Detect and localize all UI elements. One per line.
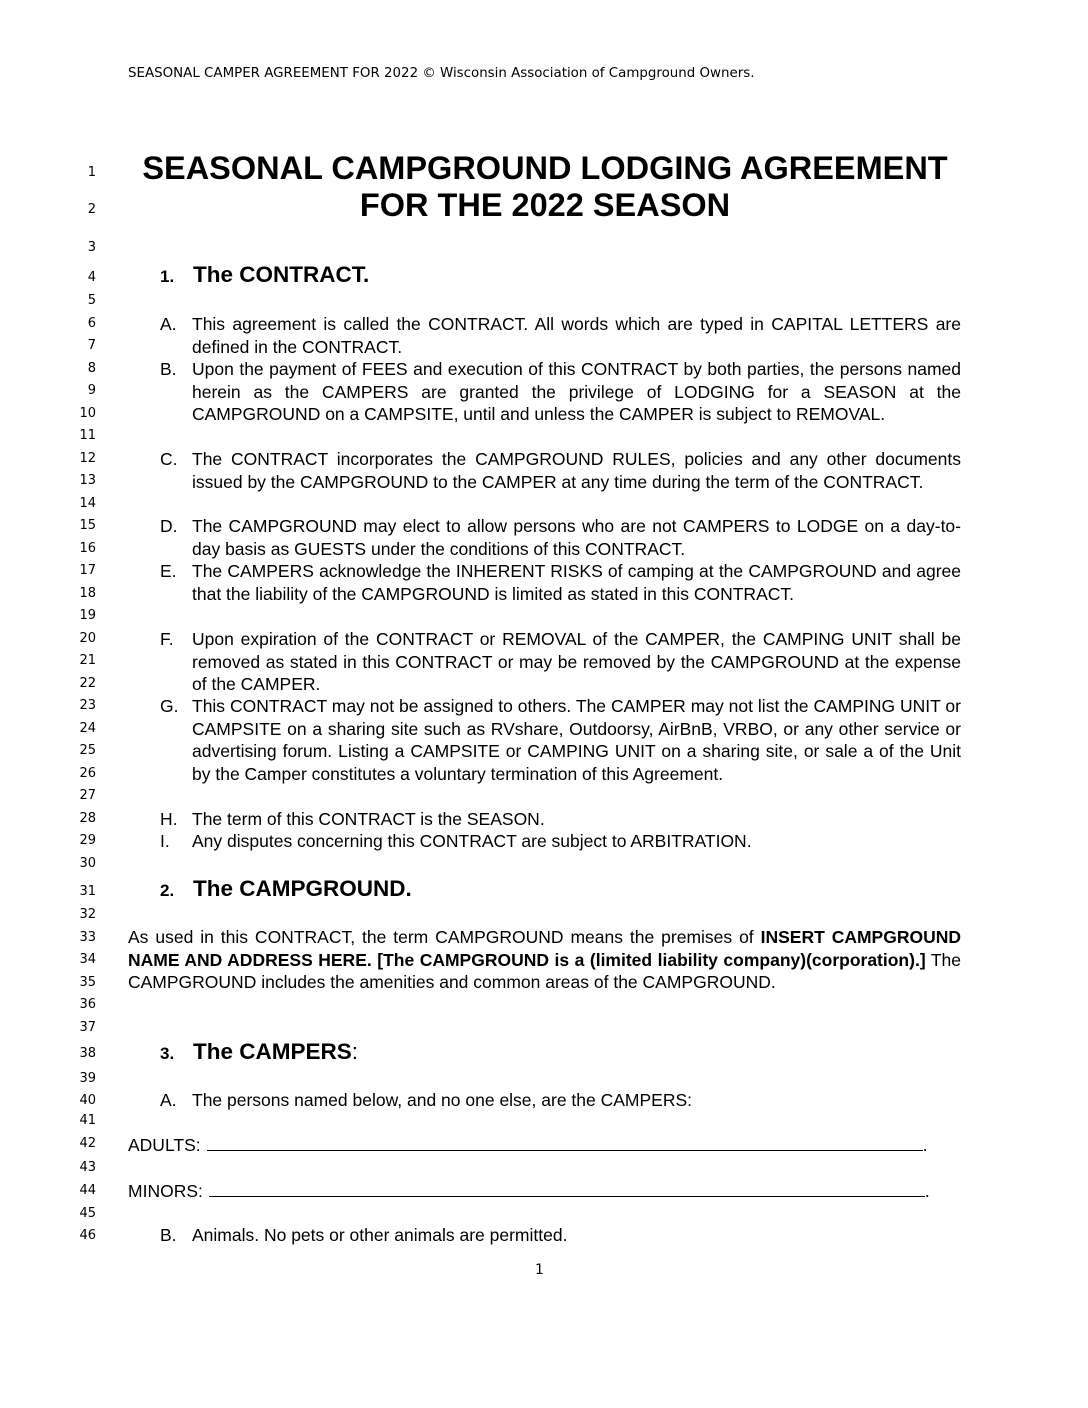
campground-placeholder: INSERT CAMPGROUND NAME AND ADDRESS HERE. [The CAMPGROUND is a (limited liability company)(corporation).] [128, 927, 961, 970]
line-number: 21 [79, 653, 96, 668]
line-number: 40 [79, 1093, 96, 1108]
line-number: 4 [87, 270, 96, 285]
document-title: SEASONAL CAMPGROUND LODGING AGREEMENT [142, 150, 948, 186]
line-number: 9 [87, 383, 96, 398]
item-letter: B. [160, 1225, 177, 1245]
line-number: 31 [79, 884, 96, 899]
section-title: The CONTRACT. [193, 262, 370, 287]
section-number: 1. [160, 267, 175, 286]
line-number: 29 [79, 833, 96, 848]
section-number: 3. [160, 1044, 175, 1063]
item-letter: I. [160, 831, 170, 851]
minors-label: MINORS: [128, 1181, 203, 1201]
item-text: The persons named below, and no one else, are the CAMPERS: [192, 1090, 693, 1110]
line-number: 3 [87, 240, 96, 255]
campground-paragraph [128, 926, 961, 994]
line-number: 38 [79, 1046, 96, 1061]
paragraph-rest: The CAMPGROUND includes the amenities and common areas of the CAMPGROUND. [128, 949, 962, 992]
line-number: 42 [79, 1136, 96, 1151]
item-letter: B. [160, 359, 177, 379]
item-text: The CAMPGROUND may elect to allow persons who are not CAMPERS to LODGE on a day-to-day basis as GUESTS under the conditions of this CONTRACT. [192, 516, 961, 559]
line-number: 33 [79, 930, 96, 945]
section-heading-contract [160, 261, 369, 291]
line-number: 43 [79, 1160, 96, 1175]
line-number: 8 [87, 361, 96, 376]
line-number: 2 [87, 202, 96, 217]
item-text: The CAMPERS acknowledge the INHERENT RISKS of camping at the CAMPGROUND and agree that the liability of the CAMPGROUND is limited as stated in this CONTRACT. [192, 561, 961, 604]
document-subtitle: FOR THE 2022 SEASON [359, 187, 731, 223]
line-number: 16 [79, 541, 96, 556]
line-number: 36 [79, 997, 96, 1012]
running-header: SEASONAL CAMPER AGREEMENT FOR 2022 © Wisconsin Association of Campground Owners. [128, 66, 755, 81]
line-number: 44 [79, 1183, 96, 1198]
page-number: 1 [535, 1262, 544, 1278]
item-letter: A. [160, 314, 177, 334]
line-number: 6 [87, 316, 96, 331]
line-number: 14 [79, 496, 96, 511]
line-number: 27 [79, 788, 96, 803]
line-number: 22 [79, 676, 96, 691]
line-number: 26 [79, 766, 96, 781]
section-heading-campers [160, 1038, 358, 1068]
line-number: 32 [79, 907, 96, 922]
line-number: 41 [79, 1113, 96, 1128]
item-text: Upon the payment of FEES and execution of this CONTRACT by both parties, the persons named herein as the CAMPERS are granted the privilege of LODGING for a SEASON at the CAMPGROUND on a CAMPSITE, until and unless the CAMPER is subject to REMOVAL. [192, 359, 961, 424]
line-number: 13 [79, 473, 96, 488]
item-text: Upon expiration of the CONTRACT or REMOVAL of the CAMPER, the CAMPING UNIT shall be removed as stated in this CONTRACT or may be removed by the CAMPGROUND at the expense of the CAMPER. [192, 629, 961, 694]
item-text: Any disputes concerning this CONTRACT are subject to ARBITRATION. [192, 831, 752, 851]
adults-row [128, 1134, 927, 1157]
paragraph-intro: As used in this CONTRACT, the term CAMPGROUND means the premises of [128, 927, 761, 947]
item-text: This agreement is called the CONTRACT. All words which are typed in CAPITAL LETTERS are defined in the CONTRACT. [192, 314, 961, 357]
item-letter: E. [160, 561, 177, 581]
line-number: 25 [79, 743, 96, 758]
line-number: 5 [87, 293, 96, 308]
line-number: 45 [79, 1206, 96, 1221]
section-title-colon: : [351, 1039, 359, 1064]
line-number: 35 [79, 975, 96, 990]
line-number: 1 [87, 165, 96, 180]
section-heading-campground [160, 875, 412, 905]
line-number: 37 [79, 1020, 96, 1035]
minors-row [128, 1180, 930, 1203]
line-number: 18 [79, 586, 96, 601]
item-text: The term of this CONTRACT is the SEASON. [192, 809, 545, 829]
minors-period: . [924, 1181, 930, 1201]
line-number: 24 [79, 721, 96, 736]
item-letter: G. [160, 696, 179, 716]
line-number: 19 [79, 608, 96, 623]
item-letter: D. [160, 516, 178, 536]
line-number: 34 [79, 952, 96, 967]
line-number: 7 [87, 338, 96, 353]
section-title: The CAMPGROUND. [193, 876, 412, 901]
item-text: The CONTRACT incorporates the CAMPGROUND RULES, policies and any other documents issued by the CAMPGROUND to the CAMPER at any time during the term of the CONTRACT. [192, 449, 961, 492]
section-title: The CAMPERS [193, 1039, 352, 1064]
line-number: 17 [79, 563, 96, 578]
item-letter: H. [160, 809, 178, 829]
item-letter: A. [160, 1090, 177, 1110]
item-letter: C. [160, 449, 178, 469]
line-number: 46 [79, 1228, 96, 1243]
item-letter: F. [160, 629, 174, 649]
line-number: 20 [79, 631, 96, 646]
line-number: 39 [79, 1071, 96, 1086]
adults-field[interactable] [207, 1134, 923, 1151]
adults-period: . [922, 1135, 928, 1155]
item-text: This CONTRACT may not be assigned to others. The CAMPER may not list the CAMPING UNIT or CAMPSITE on a sharing site such as RVshare, Outdoorsy, AirBnB, VRBO, or any other service or advertising forum. Listing a CAMPSITE or CAMPING UNIT on a sharing site, or sale a of the Unit by the Camper constitutes a voluntary termination of this Agreement. [192, 696, 961, 784]
minors-field[interactable] [209, 1180, 925, 1197]
line-number: 28 [79, 811, 96, 826]
item-text: Animals. No pets or other animals are permitted. [192, 1225, 568, 1245]
line-number: 10 [79, 406, 96, 421]
line-number: 23 [79, 698, 96, 713]
line-number: 15 [79, 518, 96, 533]
line-number: 12 [79, 451, 96, 466]
line-number: 30 [79, 856, 96, 871]
adults-label: ADULTS: [128, 1135, 201, 1155]
line-number: 11 [79, 428, 96, 443]
section-number: 2. [160, 881, 175, 900]
